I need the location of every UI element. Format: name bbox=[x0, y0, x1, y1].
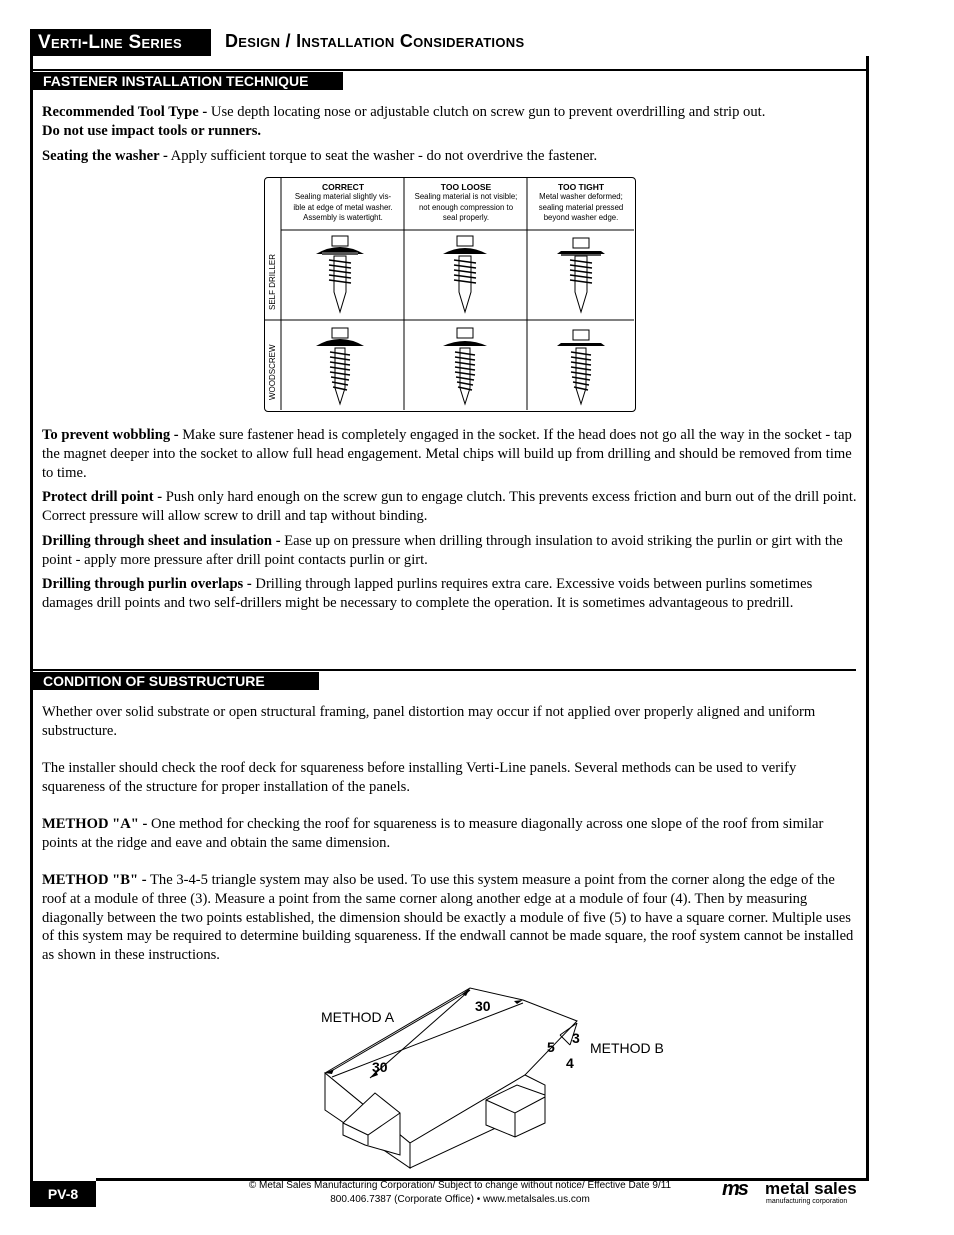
method-b-paragraph bbox=[42, 871, 857, 965]
substructure-paragraph-1: Whether over solid substrate or open structural framing, panel distortion may occur if not applied over properly aligned and uniform substructure. bbox=[42, 704, 816, 739]
drill-point-text: Push only hard enough on the screw gun to engage clutch. This prevents excess friction and burn out of the drill point. Correct pressure will allow screw to drill and tap without binding. bbox=[42, 489, 857, 524]
seating-label: Seating the washer - bbox=[42, 148, 168, 164]
drilling-sheet-label: Drilling through sheet and insulation - bbox=[42, 533, 281, 549]
tool-type-paragraph bbox=[42, 103, 857, 141]
seating-text: Apply sufficient torque to seat the washer - do not overdrive the fastener. bbox=[167, 148, 598, 164]
frame-top-border bbox=[30, 69, 866, 71]
method-b-label: METHOD "B" - bbox=[42, 872, 147, 888]
woodscrew-too-loose-icon bbox=[435, 326, 495, 408]
drilling-sheet-text: Ease up on pressure when drilling through insulation to avoid striking the purlin or girt with the point - apply more pressure after drill point contacts purlin or girt. bbox=[42, 533, 843, 568]
footer-contact: 800.406.7387 (Corporate Office) • www.metalsales.us.com bbox=[330, 1194, 590, 1205]
tool-type-warning: Do not use impact tools or runners. bbox=[42, 122, 262, 139]
method-a-paragraph bbox=[42, 815, 857, 853]
method-a-label: METHOD "A" - bbox=[42, 816, 148, 832]
column-desc-line: not enough compression to bbox=[418, 202, 514, 212]
metal-sales-logo-subtext: manufacturing corporation bbox=[766, 1198, 848, 1205]
self-driller-too-loose-icon bbox=[435, 234, 495, 316]
frame-right-border bbox=[866, 56, 869, 1180]
tool-type-label: Recommended Tool Type - bbox=[42, 104, 208, 120]
column-heading: TOO TIGHT bbox=[557, 182, 605, 192]
column-too-loose bbox=[405, 182, 527, 224]
metal-sales-logo-text: metal sales bbox=[765, 1179, 857, 1198]
self-driller-too-tight-icon bbox=[551, 234, 611, 316]
drilling-sheet-paragraph bbox=[42, 532, 857, 570]
wobbling-text: Make sure fastener head is completely engaged in the socket. If the head does not go all the way in the socket - tap the magnet deeper into the socket to allow full head engagement. Metal chips will build up from drilling and should be removed from time to time. bbox=[42, 427, 852, 481]
dimension-30-top: 30 bbox=[475, 998, 491, 1014]
drill-point-paragraph bbox=[42, 488, 857, 526]
column-too-tight bbox=[528, 182, 634, 224]
dimension-3: 3 bbox=[572, 1030, 580, 1046]
series-badge: Verti-Line Series bbox=[30, 29, 211, 56]
substructure-paragraph-2: The installer should check the roof deck for squareness before installing Verti-Line panels. Several methods can be used to verify squareness of the structure for proper installation of the panels. bbox=[42, 760, 797, 795]
dimension-30-bottom: 30 bbox=[372, 1059, 388, 1075]
column-correct bbox=[282, 182, 404, 224]
woodscrew-too-tight-icon bbox=[551, 326, 611, 408]
section-heading-substructure: CONDITION OF SUBSTRUCTURE bbox=[33, 672, 319, 690]
drill-point-label: Protect drill point - bbox=[42, 489, 163, 505]
column-desc-line: ible at edge of metal washer. bbox=[293, 202, 393, 212]
method-b-text: The 3-4-5 triangle system may also be used. To use this system measure a point from the corner along the edge of the roof at a module of three (3). Measure a point from the same corner along another edge at a module of four (4). Then by measuring diagonally between the two points established, the dimension should be exactly a module of five (5) to have a square corner. Multiple uses of this system may be required to determine building squareness. If the endwall cannot be made square, the roof system cannot be installed as shown in these instructions. bbox=[42, 872, 854, 964]
fastener-table bbox=[264, 177, 636, 412]
method-a-text: One method for checking the roof for squareness is to measure diagonally across one slope of the roof from similar points at the ridge and eave and obtain the same dimension. bbox=[42, 816, 824, 851]
tool-type-text: Use depth locating nose or adjustable clutch on screw gun to prevent overdrilling and strip out. bbox=[207, 104, 766, 120]
column-heading: CORRECT bbox=[321, 182, 365, 192]
column-desc-line: beyond washer edge. bbox=[543, 213, 619, 222]
column-desc-line: Assembly is watertight. bbox=[303, 213, 383, 222]
seating-paragraph bbox=[42, 147, 857, 166]
row-label-self-driller: SELF DRILLER bbox=[268, 253, 277, 310]
wobbling-label: To prevent wobbling - bbox=[42, 427, 179, 443]
drilling-purlin-paragraph bbox=[42, 575, 857, 613]
frame-left-border bbox=[30, 56, 33, 1206]
self-driller-correct-icon bbox=[310, 234, 370, 316]
section-heading-fastener: FASTENER INSTALLATION TECHNIQUE bbox=[33, 72, 343, 90]
method-a-callout: METHOD A bbox=[321, 1009, 395, 1025]
metal-sales-logo-mark: ms bbox=[722, 1178, 747, 1200]
page-title: Design / Installation Considerations bbox=[225, 31, 525, 51]
column-desc-line: Metal washer deformed; bbox=[539, 192, 623, 201]
wobbling-paragraph bbox=[42, 426, 857, 482]
dimension-4: 4 bbox=[566, 1055, 574, 1071]
drilling-purlin-text: Drilling through lapped purlins requires extra care. Excessive voids between purlins sometimes damages drill points and two self-drillers might be necessary to complete the operation. It is sometimes advantageous to predrill. bbox=[42, 576, 813, 611]
column-desc-line: Sealing material slightly vis- bbox=[294, 192, 392, 201]
drilling-purlin-label: Drilling through purlin overlaps - bbox=[42, 576, 252, 592]
woodscrew-correct-icon bbox=[310, 326, 370, 408]
row-label-woodscrew: WOODSCREW bbox=[268, 344, 277, 400]
footer-copyright: © Metal Sales Manufacturing Corporation/ Subject to change without notice/ Effective Date 9/11 bbox=[248, 1180, 672, 1191]
dimension-5: 5 bbox=[547, 1039, 555, 1055]
column-desc-line: seal properly. bbox=[442, 213, 490, 222]
column-desc-line: Sealing material is not visible; bbox=[414, 192, 518, 201]
column-desc-line: sealing material pressed bbox=[538, 202, 624, 212]
method-b-callout: METHOD B bbox=[590, 1040, 664, 1056]
page-number-badge: PV-8 bbox=[30, 1181, 96, 1207]
section-rule bbox=[33, 669, 856, 671]
column-heading: TOO LOOSE bbox=[440, 182, 492, 192]
